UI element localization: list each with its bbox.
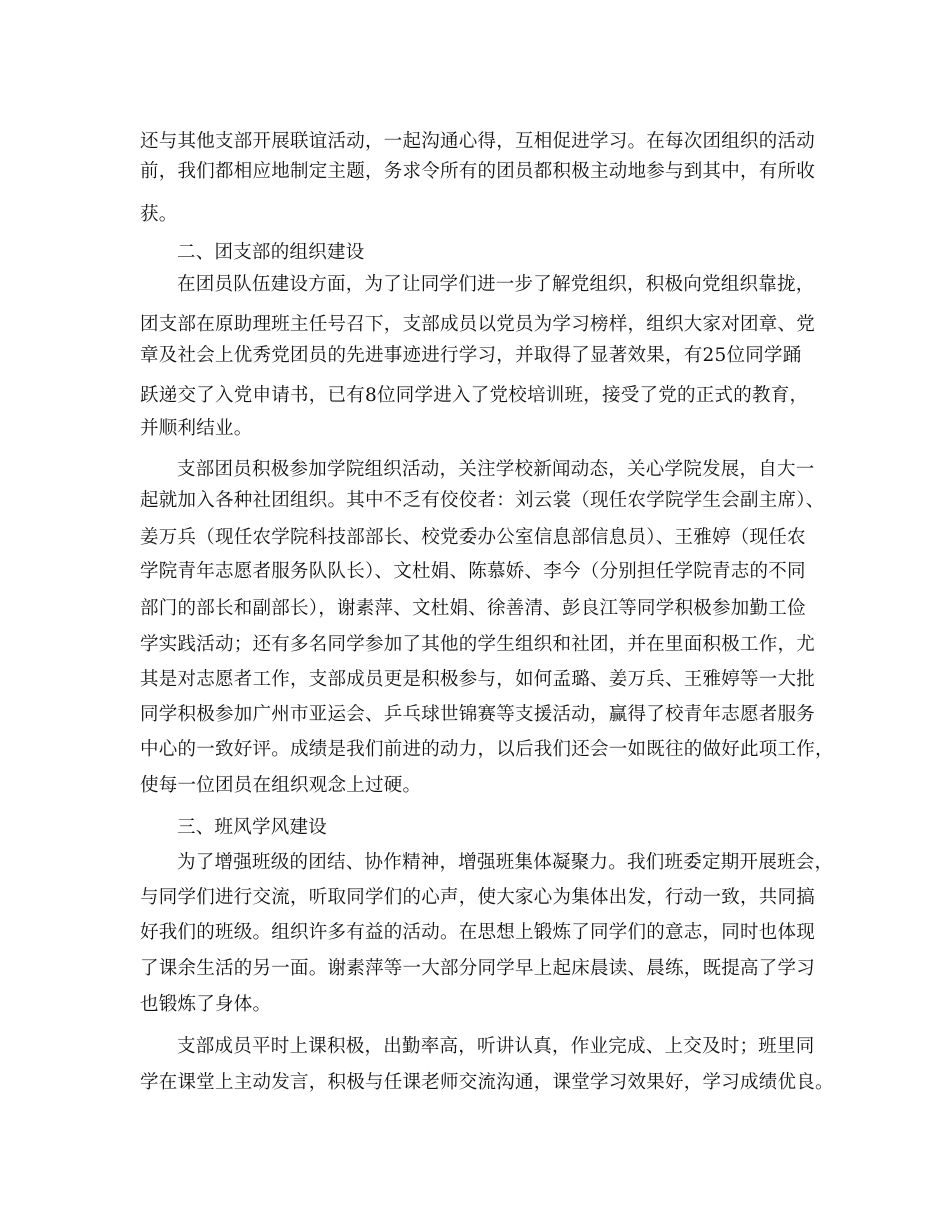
text-line: 章及社会上优秀党团员的先进事迹进行学习，并取得了显著效果，有25位同学踊 bbox=[140, 345, 802, 366]
text-line: 支部团员积极参加学院组织活动，关注学校新闻动态，关心学院发展，自大一 bbox=[177, 459, 815, 480]
text-line: 学院青年志愿者服务队队长）、文杜娟、陈慕娇、李今（分别担任学院青志的不同 bbox=[140, 561, 806, 582]
text-line: 起就加入各种社团组织。其中不乏有佼佼者：刘云裳（现任农学院学生会副主席）、 bbox=[140, 490, 825, 511]
text-line: 使每一位团员在组织观念上过硬。 bbox=[140, 775, 422, 796]
text-line: 团支部在原助理班主任号召下，支部成员以党员为学习榜样，组织大家对团章、党 bbox=[140, 314, 816, 335]
text-line: 支部成员平时上课积极，出勤率高，听讲认真，作业完成、上交及时；班里同 bbox=[177, 1036, 815, 1057]
section-heading: 二、团支部的组织建设 bbox=[177, 242, 365, 263]
text-line: 中心的一致好评。成绩是我们前进的动力，以后我们还会一如既往的做好此项工作， bbox=[140, 739, 834, 760]
text-line: 同学积极参加广州市亚运会、乒乓球世锦赛等支援活动，赢得了校青年志愿者服务 bbox=[140, 704, 816, 725]
text-line: 其是对志愿者工作，支部成员更是积极参与，如何孟璐、姜万兵、王雅婷等一大批 bbox=[140, 669, 816, 690]
text-line: 前，我们都相应地制定主题，务求令所有的团员都积极主动地参与到其中，有所收 bbox=[140, 161, 816, 182]
section-heading: 三、班风学风建设 bbox=[177, 817, 328, 838]
text-line: 在团员队伍建设方面，为了让同学们进一步了解党组织，积极向党组织靠拢， bbox=[177, 274, 815, 295]
text-line: 部门的部长和副部长），谢素萍、文杜娟、徐善清、彭良江等同学积极参加勤工俭 bbox=[140, 598, 806, 619]
text-line: 跃递交了入党申请书，已有8位同学进入了党校培训班，接受了党的正式的教育， bbox=[140, 385, 809, 406]
text-line: 好我们的班级。组织许多有益的活动。在思想上锻炼了同学们的意志，同时也体现 bbox=[140, 922, 816, 943]
text-line: 获。 bbox=[140, 204, 178, 225]
text-line: 学在课堂上主动发言，积极与任课老师交流沟通，课堂学习效果好，学习成绩优良。 bbox=[140, 1072, 834, 1093]
text-line: 为了增强班级的团结、协作精神，增强班集体凝聚力。我们班委定期开展班会， bbox=[177, 852, 834, 873]
text-line: 也锻炼了身体。 bbox=[140, 994, 272, 1015]
text-line: 学实践活动；还有多名同学参加了其他的学生组织和社团，并在里面积极工作，尤 bbox=[140, 634, 816, 655]
text-line: 了课余生活的另一面。谢素萍等一大部分同学早上起床晨读、晨练，既提高了学习 bbox=[140, 958, 816, 979]
text-line: 还与其他支部开展联谊活动，一起沟通心得，互相促进学习。在每次团组织的活动 bbox=[140, 131, 816, 152]
text-line: 与同学们进行交流，听取同学们的心声，使大家心为集体出发，行动一致，共同搞 bbox=[140, 887, 816, 908]
text-line: 并顺利结业。 bbox=[140, 418, 253, 439]
text-line: 姜万兵（现任农学院科技部部长、校党委办公室信息部信息员）、王雅婷（现任农 bbox=[140, 527, 806, 548]
